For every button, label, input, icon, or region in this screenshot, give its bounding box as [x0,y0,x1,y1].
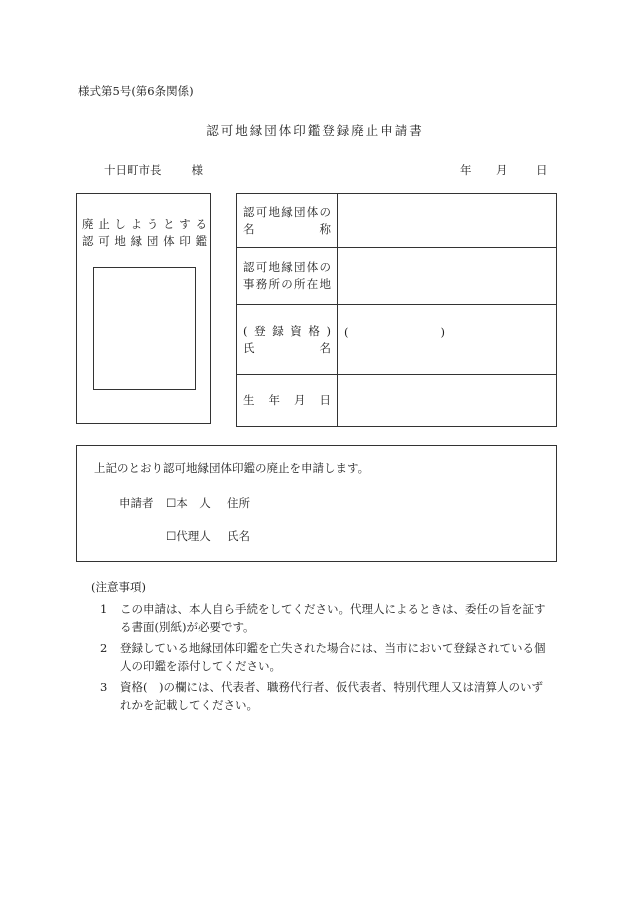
address-label: 住所 [227,496,250,510]
option-self-checkbox[interactable]: ☐本 人 [166,496,211,510]
value-office-address[interactable] [338,248,557,305]
value-group-name[interactable] [338,194,557,248]
date-month-label: 月 [496,163,508,177]
addressee-honorific: 様 [191,163,203,177]
addressee [104,165,203,177]
notes-heading: (注意事項) [91,580,146,594]
document-title: 認可地縁団体印鑑登録廃止申請書 [206,123,424,138]
table-row-representative [237,305,557,375]
seal-caption-line2: 認可地縁団体印鑑 [82,234,207,248]
seal-caption-line1: 廃止しようとする [82,217,207,231]
option-agent-checkbox[interactable]: ☐代理人 [166,529,211,543]
label-representative: (登録資格) 氏 名 [237,305,338,375]
seal-impression-frame[interactable] [93,267,196,390]
value-birth-date[interactable] [338,375,557,427]
table-row-birth-date [237,375,557,427]
label-birth-date: 生 年 月 日 [237,375,338,427]
form-number: 様式第5号(第6条関係) [78,84,194,98]
label-group-name: 認可地縁団体の 名 称 [237,194,338,248]
note-item: 2 登録している地縁団体印鑑を亡失された場合には、当市において登録されている個人の印鑑を添付してください。 [100,641,546,673]
name-label: 氏名 [227,529,250,543]
applicant-label: 申請者 [119,496,154,510]
label-office-address: 認可地縁団体の 事務所の所在地 [237,248,338,305]
table-row-group-name [237,194,557,248]
info-table [236,193,557,427]
value-representative[interactable]: ( ) [338,305,557,375]
addressee-name: 十日町市長 [104,163,162,177]
note-item: 3 資格( )の欄には、代表者、職務代行者、仮代表者、特別代理人又は清算人のいずれかを記載してください。 [100,680,543,712]
table-row-office-address [237,248,557,305]
date-day-label: 日 [536,163,548,177]
date-line [460,165,548,177]
application-statement: 上記のとおり認可地縁団体印鑑の廃止を申請します。 [94,461,370,475]
date-year-label: 年 [460,163,472,177]
note-item: 1 この申請は、本人自ら手続をしてください。代理人によるときは、委任の旨を証する書面(別紙)が必要です。 [100,602,546,634]
